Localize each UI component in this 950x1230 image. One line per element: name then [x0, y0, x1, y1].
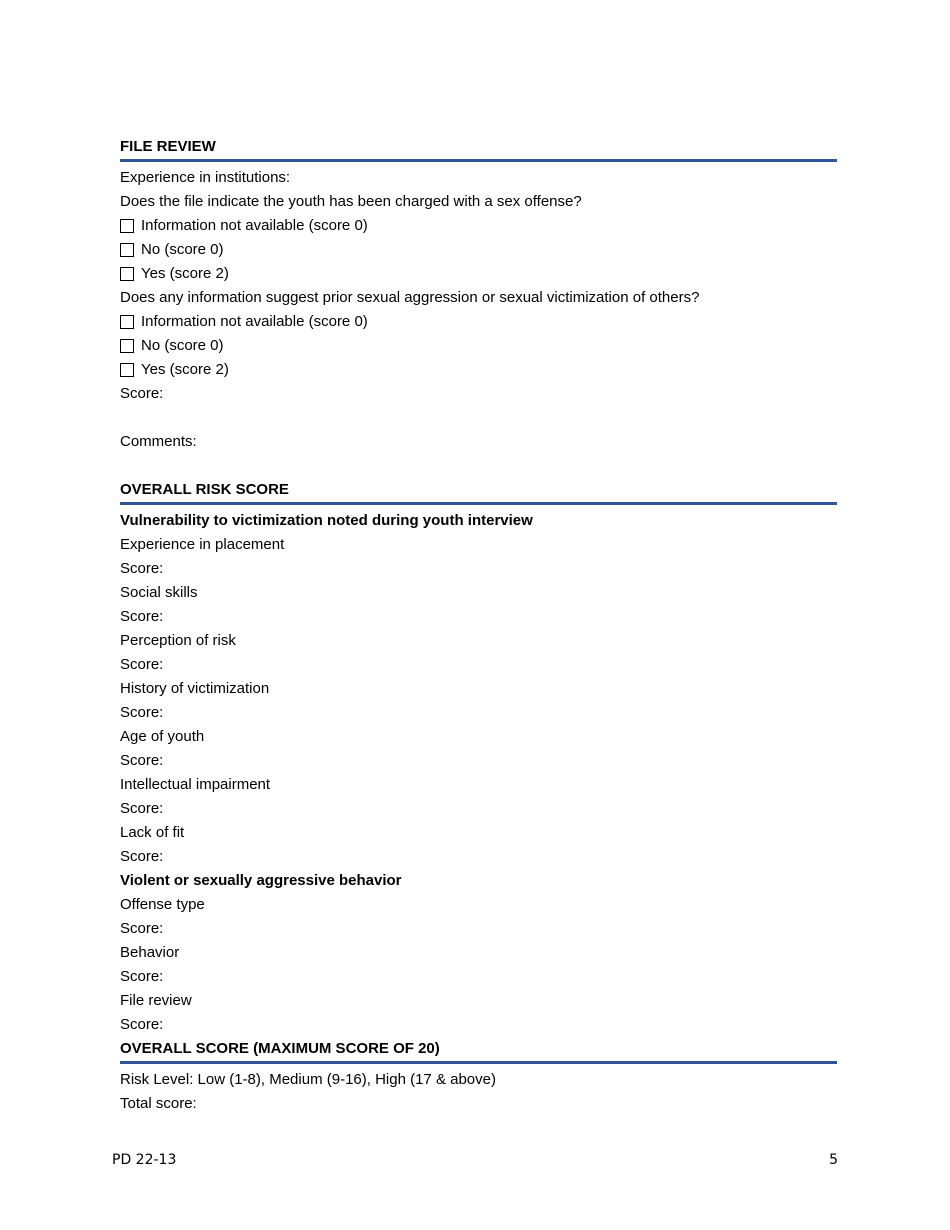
item-age-of-youth: Age of youth	[120, 728, 205, 745]
score-label: Score:	[120, 968, 164, 985]
item-history-of-victimization: History of victimization	[120, 680, 270, 697]
question-prior-aggression: Does any information suggest prior sexual aggression or sexual victimization of others?	[120, 289, 700, 306]
checkbox[interactable]	[120, 363, 134, 377]
q1-option-not-available[interactable]	[120, 214, 837, 238]
option-label: No (score 0)	[141, 337, 224, 354]
item-experience-in-placement: Experience in placement	[120, 536, 285, 553]
q2-option-not-available[interactable]	[120, 310, 837, 334]
question-sex-offense: Does the file indicate the youth has been charged with a sex offense?	[120, 193, 582, 210]
option-label: No (score 0)	[141, 241, 224, 258]
violent-heading: Violent or sexually aggressive behavior	[120, 872, 402, 889]
option-label: Yes (score 2)	[141, 361, 229, 378]
item-intellectual-impairment: Intellectual impairment	[120, 776, 271, 793]
score-label: Score:	[120, 752, 164, 769]
item-offense-type: Offense type	[120, 896, 205, 913]
experience-in-institutions: Experience in institutions:	[120, 169, 291, 186]
score-label: Score:	[120, 656, 164, 673]
score-label: Score:	[120, 848, 164, 865]
score-label: Score:	[120, 608, 164, 625]
file-review-heading: FILE REVIEW	[120, 135, 837, 162]
item-social-skills: Social skills	[120, 584, 198, 601]
item-file-review: File review	[120, 992, 192, 1009]
option-label: Yes (score 2)	[141, 265, 229, 282]
q2-option-no[interactable]	[120, 334, 837, 358]
score-label: Score:	[120, 704, 164, 721]
checkbox[interactable]	[120, 315, 134, 329]
score-label: Score:	[120, 920, 164, 937]
checkbox[interactable]	[120, 243, 134, 257]
file-review-score: Score:	[120, 385, 164, 402]
score-label: Score:	[120, 1016, 164, 1033]
overall-risk-heading: OVERALL RISK SCORE	[120, 478, 837, 505]
item-behavior: Behavior	[120, 944, 180, 961]
comments-label: Comments:	[120, 433, 197, 450]
q2-option-yes[interactable]	[120, 358, 837, 382]
overall-score-heading: OVERALL SCORE (MAXIMUM SCORE OF 20)	[120, 1037, 837, 1064]
item-perception-of-risk: Perception of risk	[120, 632, 236, 649]
footer-doc-id: PD 22-13	[112, 1152, 177, 1168]
total-score: Total score:	[120, 1095, 197, 1112]
q1-option-yes[interactable]	[120, 262, 837, 286]
checkbox[interactable]	[120, 339, 134, 353]
footer-page-number: 5	[829, 1152, 838, 1168]
score-label: Score:	[120, 560, 164, 577]
option-label: Information not available (score 0)	[141, 313, 368, 330]
item-lack-of-fit: Lack of fit	[120, 824, 185, 841]
checkbox[interactable]	[120, 219, 134, 233]
vulnerability-heading: Vulnerability to victimization noted during youth interview	[120, 512, 533, 529]
option-label: Information not available (score 0)	[141, 217, 368, 234]
q1-option-no[interactable]	[120, 238, 837, 262]
risk-level: Risk Level: Low (1-8), Medium (9-16), High (17 & above)	[120, 1071, 496, 1088]
page-content	[120, 135, 837, 1116]
checkbox[interactable]	[120, 267, 134, 281]
score-label: Score:	[120, 800, 164, 817]
